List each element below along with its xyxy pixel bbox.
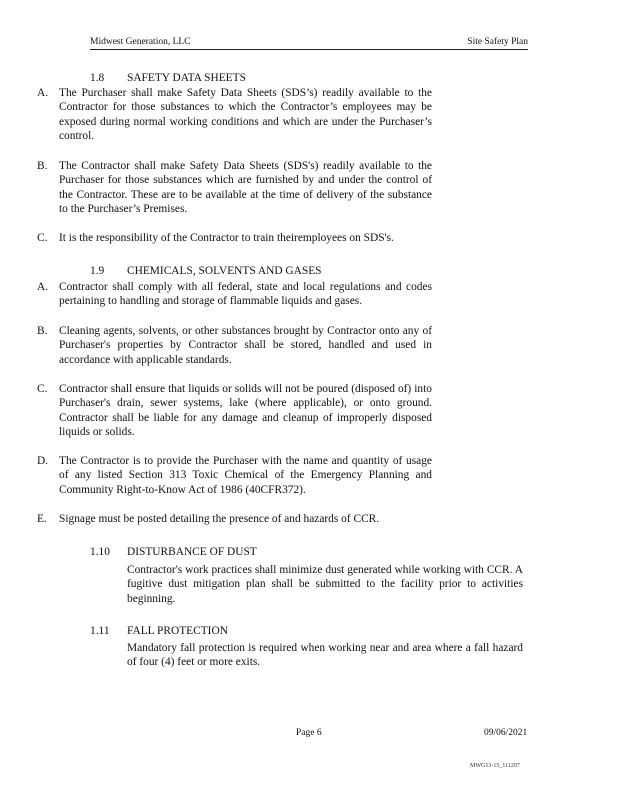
item-text: The Purchaser shall make Safety Data Sheets (SDS’s) readily available to the Contractor for those substances to which the Contractor’s employees may be exposed during normal working conditions and which are under the Purchaser’s control. — [59, 87, 432, 143]
section-number: 1.8 — [90, 72, 105, 84]
section-title: SAFETY DATA SHEETS — [127, 72, 246, 84]
item-letter: A. — [37, 281, 49, 293]
section-number: 1.9 — [90, 265, 105, 277]
item-text: The Contractor shall make Safety Data Sheets (SDS's) readily available to the Purchaser for those substances which are furnished by and under the control of the Contractor. These are to be available at the time of delivery of the substance to the Purchaser’s Premises. — [59, 160, 432, 216]
item-text: Contractor shall comply with all federal, state and local regulations and codes pertaining to handling and storage of flammable liquids and gases. — [59, 281, 432, 308]
item-letter: E. — [37, 513, 47, 525]
document-title: Site Safety Plan — [467, 37, 528, 47]
item-text: It is the responsibility of the Contractor to train theiremployees on SDS's. — [59, 232, 394, 244]
item-text: Signage must be posted detailing the presence of and hazards of CCR. — [59, 513, 380, 525]
company-name: Midwest Generation, LLC — [90, 37, 191, 47]
section-number: 1.11 — [90, 625, 110, 637]
item-letter: C. — [37, 383, 48, 395]
item-text: The Contractor is to provide the Purchaser with the name and quantity of usage of any listed Section 313 Toxic Chemical of the Emergency Planning and Community Right-to-Know Act of 1986 (40CFR372). — [59, 455, 432, 496]
document-code: MWG13-15_111297 — [470, 763, 520, 769]
section-body: Mandatory fall protection is required when working near and area where a fall hazard of four (4) feet or more exits. — [127, 642, 523, 669]
item-letter: B. — [37, 325, 48, 337]
section-number: 1.10 — [90, 546, 110, 558]
item-letter: D. — [37, 455, 49, 467]
item-letter: B. — [37, 160, 48, 172]
header-rule — [90, 49, 528, 50]
item-text: Cleaning agents, solvents, or other substances brought by Contractor onto any of Purchaser's properties by Contractor shall be stored, handled and used in accordance with applicable standards. — [59, 325, 432, 366]
page-number: Page 6 — [296, 728, 322, 738]
item-letter: A. — [37, 87, 49, 99]
item-text: Contractor shall ensure that liquids or solids will not be poured (disposed of) into Purchaser's drain, sewer systems, lake (where applicable), or onto ground. Contractor shall be liable for any damage and cleanup of improperly disposed liquids or solids. — [59, 383, 432, 439]
section-title: CHEMICALS, SOLVENTS AND GASES — [127, 265, 322, 277]
section-body: Contractor's work practices shall minimize dust generated while working with CCR. A fugitive dust mitigation plan shall be submitted to the facility prior to activities beginning. — [127, 564, 523, 605]
page-header — [90, 37, 528, 49]
footer-date: 09/06/2021 — [484, 728, 528, 738]
item-letter: C. — [37, 232, 48, 244]
section-title: DISTURBANCE OF DUST — [127, 546, 257, 558]
section-title: FALL PROTECTION — [127, 625, 228, 637]
